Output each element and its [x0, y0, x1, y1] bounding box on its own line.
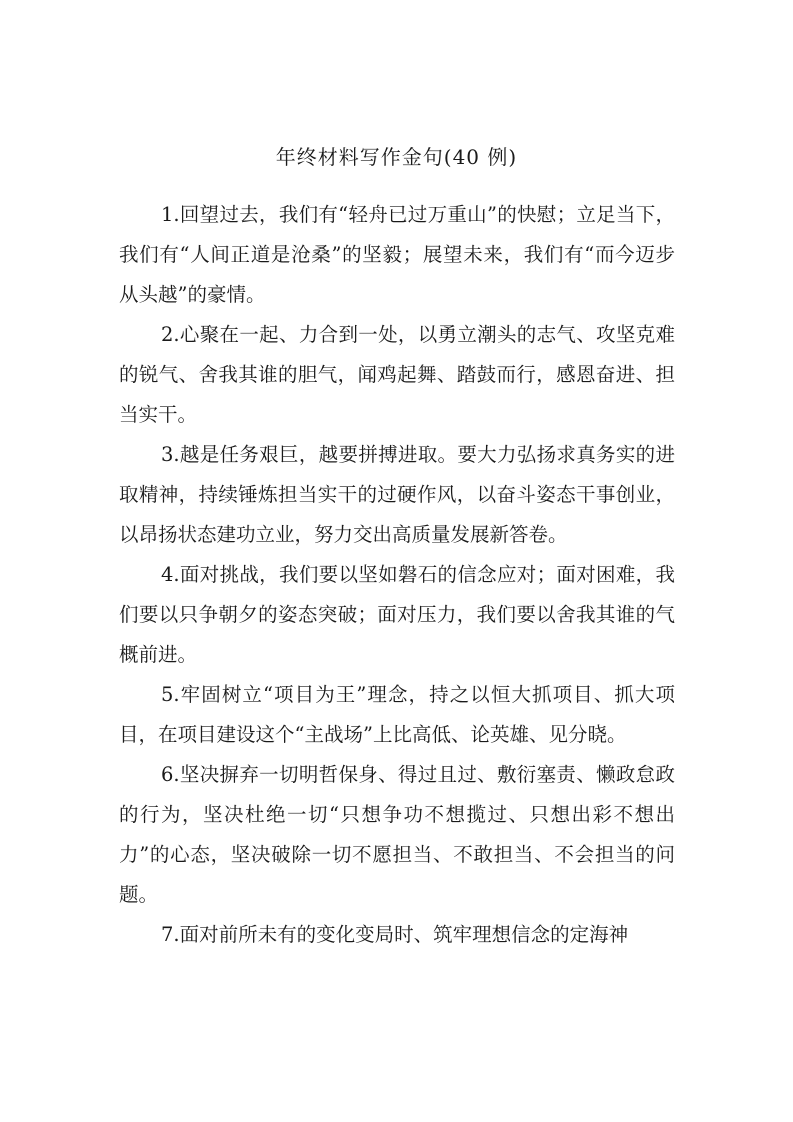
paragraph-4: 4.面对挑战，我们要以坚如磐石的信念应对；面对困难，我们要以只争朝夕的姿态突破；面对压力，我们要以舍我其谁的气概前进。 — [119, 563, 675, 666]
paragraph-3: 3.越是任务艰巨，越要拼搏进取。要大力弘扬求真务实的进取精神，持续锤炼担当实干的过硬作风，以奋斗姿态干事创业，以昂扬状态建功立业，努力交出高质量发展新答卷。 — [119, 443, 675, 546]
paragraph-5: 5.牢固树立“项目为王”理念，持之以恒大抓项目、抓大项目，在项目建设这个“主战场”上比高低、论英雄、见分晓。 — [119, 683, 675, 746]
paragraph-7: 7.面对前所未有的变化变局时、筑牢理想信念的定海神 — [161, 923, 629, 946]
paragraph-6: 6.坚决摒弃一切明哲保身、得过且过、敷衍塞责、懒政怠政的行为，坚决杜绝一切“只想争功不想揽过、只想出彩不想出力”的心态，坚决破除一切不愿担当、不敢担当、不会担当的问题。 — [119, 763, 675, 906]
paragraph-1: 1.回望过去，我们有“轻舟已过万重山”的快慰；立足当下，我们有“人间正道是沧桑”的坚毅；展望未来，我们有“而今迈步从头越”的豪情。 — [119, 203, 675, 306]
document-body — [119, 195, 675, 955]
paragraph-2: 2.心聚在一起、力合到一处，以勇立潮头的志气、攻坚克难的锐气、舍我其谁的胆气，闻鸡起舞、踏鼓而行，感恩奋进、担当实干。 — [119, 323, 675, 426]
document-title: 年终材料写作金句(40 例) — [275, 145, 518, 170]
